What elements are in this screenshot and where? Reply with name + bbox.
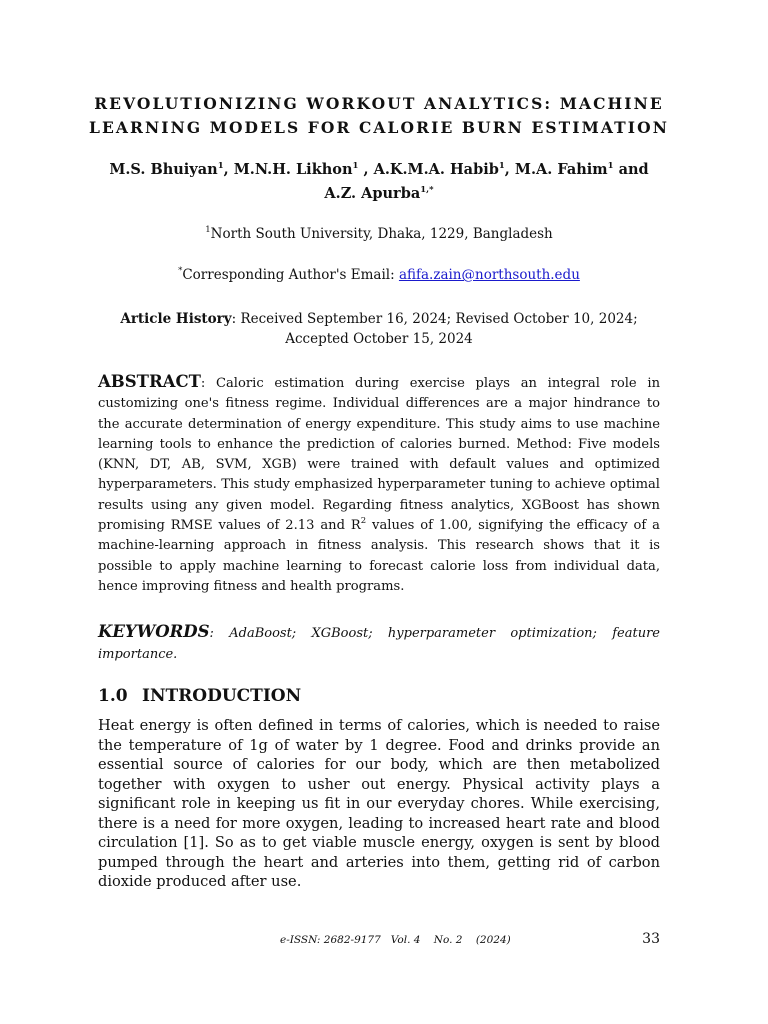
abstract — [98, 372, 660, 597]
article-history-line-2: Accepted October 15, 2024 — [285, 331, 473, 347]
keywords-text: : AdaBoost; XGBoost; hyperparameter optimization; feature importance. — [98, 626, 660, 662]
author-affiliation-mark: 1 — [217, 161, 224, 171]
section-number: 1.0 — [98, 686, 128, 706]
corresponding-mark: * — [178, 266, 183, 276]
r-squared-superscript: 2 — [360, 516, 367, 527]
section-title: INTRODUCTION — [142, 686, 302, 706]
journal-footer: e-ISSN: 2682-9177 Vol. 4 No. 2 (2024) — [280, 934, 511, 946]
abstract-heading: ABSTRACT — [98, 372, 201, 391]
keywords-heading: KEYWORDS — [98, 622, 210, 641]
paper-title-line-2: LEARNING MODELS FOR CALORIE BURN ESTIMATION — [88, 118, 670, 137]
abstract-text-continued: values of 1.00, signifying the efficacy of a machine-learning approach in fitness analysis. This research shows that it is possible to apply machine learning to forecast calorie loss from individual data, hence improving fitness and health programs. — [98, 518, 660, 594]
author-list — [88, 158, 670, 206]
affiliation — [98, 224, 660, 244]
author-line-2 — [88, 182, 670, 206]
introduction-paragraph: Heat energy is often defined in terms of calories, which is needed to raise the temperature of 1g of water by 1 degree. Food and drinks provide an essential source of calories for our body, which are then metabolized together with oxygen to usher out energy. Physical activity plays a significant role in keeping us fit in our everyday chores. While exercising, there is a need for more oxygen, leading to increased heart rate and blood circulation [1]. So as to get viable muscle energy, oxygen is sent by blood pumped through the heart and arteries into them, getting rid of carbon dioxide produced after use. — [98, 717, 660, 890]
corresponding-author — [98, 265, 660, 285]
article-history-label: Article History — [120, 311, 232, 327]
author-separator: , — [504, 161, 515, 178]
article-history-line-1 — [98, 309, 660, 329]
page-number: 33 — [642, 931, 660, 947]
affiliation-text: North South University, Dhaka, 1229, Bangladesh — [210, 226, 553, 242]
author-separator: , — [223, 161, 234, 178]
author-separator: and — [613, 161, 649, 178]
author-affiliation-mark: 1 — [607, 161, 614, 171]
affiliation-mark: 1 — [205, 225, 211, 235]
author-affiliation-mark: 1,* — [420, 185, 434, 195]
author-affiliation-mark: 1 — [352, 161, 359, 171]
paper-title — [86, 92, 672, 140]
section-heading — [98, 684, 301, 708]
author-name: A.Z. Apurba — [324, 185, 421, 202]
author-name: A.K.M.A. Habib — [373, 161, 499, 178]
author-line-1 — [88, 158, 670, 182]
article-history-dates: : Received September 16, 2024; Revised October 10, 2024; — [231, 311, 638, 327]
paper-title-line-1: REVOLUTIONIZING WORKOUT ANALYTICS: MACHINE — [94, 94, 664, 113]
author-name: M.S. Bhuiyan — [109, 161, 218, 178]
corresponding-label: Corresponding Author's Email: — [182, 267, 399, 283]
paper-page — [88, 0, 670, 1024]
abstract-text: : Caloric estimation during exercise plays an integral role in customizing one's fitness regime. Individual differences are a major hindrance to the accurate determination of energy expenditure. This study aims to use machine learning tools to enhance the prediction of calories burned. Method: Five models (KNN, DT, AB, SVM, XGB) were trained with default values and optimized hyperparameters. This study emphasized hyperparameter tuning to achieve optimal results using any given model. Regarding fitness analytics, XGBoost has shown promising RMSE values of 2.13 and R — [98, 376, 660, 534]
corresponding-email-link[interactable]: afifa.zain@northsouth.edu — [398, 267, 580, 283]
author-affiliation-mark: 1 — [498, 161, 505, 171]
author-name: M.A. Fahim — [514, 161, 608, 178]
author-separator: , — [358, 161, 374, 178]
article-history — [98, 309, 660, 349]
keywords — [98, 621, 660, 665]
author-name: M.N.H. Likhon — [233, 161, 353, 178]
